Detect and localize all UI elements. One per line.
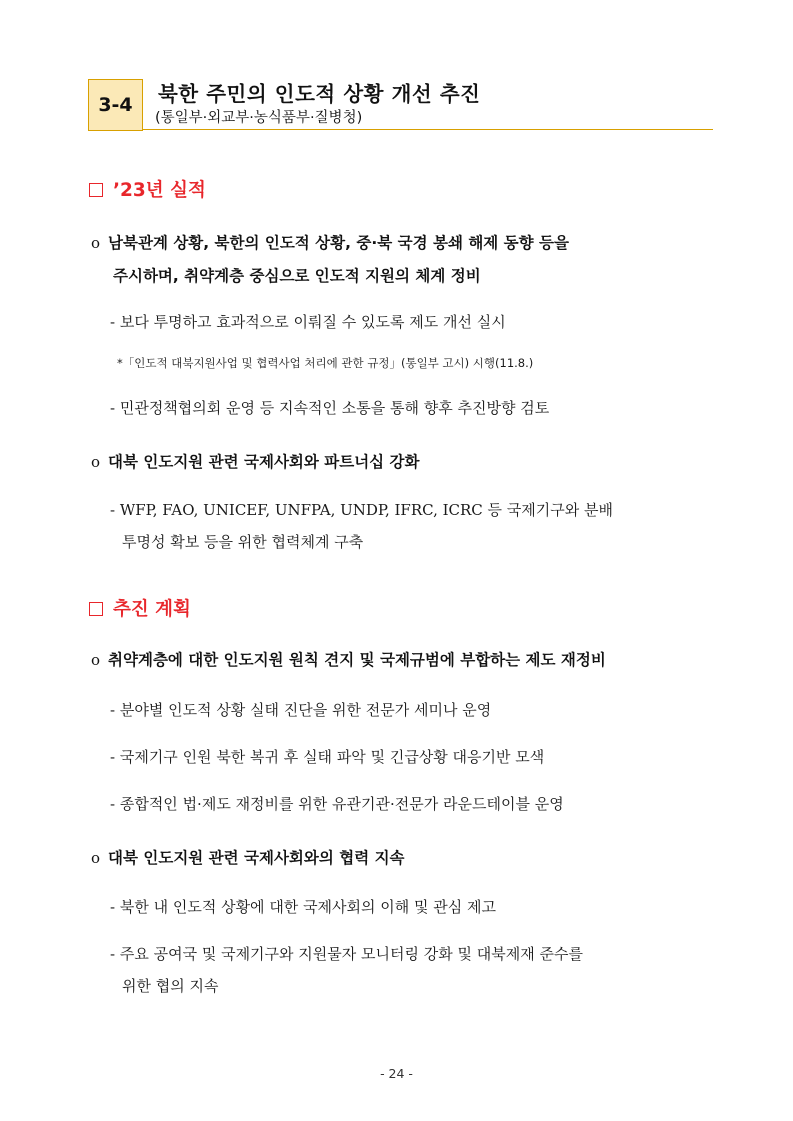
page-title: 북한 주민의 인도적 상황 개선 추진 bbox=[158, 82, 481, 106]
results-bullet-2-sub1-line2: 투명성 확보 등을 위한 협력체계 구축 bbox=[122, 533, 364, 551]
plans-bullet-2-line1: 대북 인도지원 관련 국제사회와의 협력 지속 bbox=[108, 849, 405, 867]
plans-bullet-1-line1: 취약계층에 대한 인도지원 원칙 견지 및 국제규범에 부합하는 제도 재정비 bbox=[108, 651, 606, 669]
plans-bullet-2-sub2-line1: - 주요 공여국 및 국제기구와 지원물자 모니터링 강화 및 대북제재 준수를 bbox=[110, 945, 583, 963]
results-bullet-1-note: *「인도적 대북지원사업 및 협력사업 처리에 관한 규정」(통일부 고시) 시행(11.8.) bbox=[117, 356, 534, 370]
page-number: - 24 - bbox=[380, 1066, 413, 1081]
results-bullet-1-line1: 남북관계 상황, 북한의 인도적 상황, 중·북 국경 봉쇄 해제 동향 등을 bbox=[108, 234, 569, 252]
checkbox-square-icon bbox=[89, 183, 103, 197]
bullet-o-icon: o bbox=[91, 651, 101, 669]
checkbox-square-icon bbox=[89, 602, 103, 616]
section-results-title: ’23년 실적 bbox=[113, 180, 206, 201]
plans-bullet-1-sub3: - 종합적인 법·제도 재정비를 위한 유관기관·전문가 라운드테이블 운영 bbox=[110, 795, 564, 813]
section-results-heading bbox=[89, 176, 206, 202]
results-bullet-1-sub2: - 민관정책협의회 운영 등 지속적인 소통을 통해 향후 추진방향 검토 bbox=[110, 399, 550, 417]
results-bullet-1 bbox=[91, 227, 569, 293]
results-bullet-1-line2: 주시하며, 취약계층 중심으로 인도적 지원의 체계 정비 bbox=[113, 267, 481, 285]
header-underline bbox=[143, 129, 713, 130]
plans-bullet-1-sub1: - 분야별 인도적 상황 실태 진단을 위한 전문가 세미나 운영 bbox=[110, 701, 492, 719]
section-number-badge: 3-4 bbox=[88, 79, 143, 131]
bullet-o-icon: o bbox=[91, 453, 101, 471]
section-plans-heading bbox=[89, 595, 191, 621]
bullet-o-icon: o bbox=[91, 234, 101, 252]
results-bullet-1-sub1: - 보다 투명하고 효과적으로 이뤄질 수 있도록 제도 개선 실시 bbox=[110, 313, 506, 331]
plans-bullet-2-sub2-line2: 위한 협의 지속 bbox=[122, 977, 219, 995]
section-plans-title: 추진 계획 bbox=[113, 599, 191, 620]
plans-bullet-1-sub2: - 국제기구 인원 북한 복귀 후 실태 파악 및 긴급상황 대응기반 모색 bbox=[110, 748, 545, 766]
plans-bullet-2 bbox=[91, 842, 405, 875]
results-bullet-2-sub1-line1: - WFP, FAO, UNICEF, UNFPA, UNDP, IFRC, ICRC 등 국제기구와 분배 bbox=[110, 501, 614, 519]
results-bullet-2-sub1 bbox=[110, 494, 613, 558]
plans-bullet-2-sub1: - 북한 내 인도적 상황에 대한 국제사회의 이해 및 관심 제고 bbox=[110, 898, 497, 916]
plans-bullet-1 bbox=[91, 644, 606, 677]
plans-bullet-2-sub2 bbox=[110, 938, 583, 1002]
results-bullet-2-line1: 대북 인도지원 관련 국제사회와 파트너십 강화 bbox=[108, 453, 420, 471]
bullet-o-icon: o bbox=[91, 849, 101, 867]
results-bullet-2 bbox=[91, 446, 420, 479]
agencies-subtitle: (통일부·외교부·농식품부·질병청) bbox=[155, 110, 363, 126]
